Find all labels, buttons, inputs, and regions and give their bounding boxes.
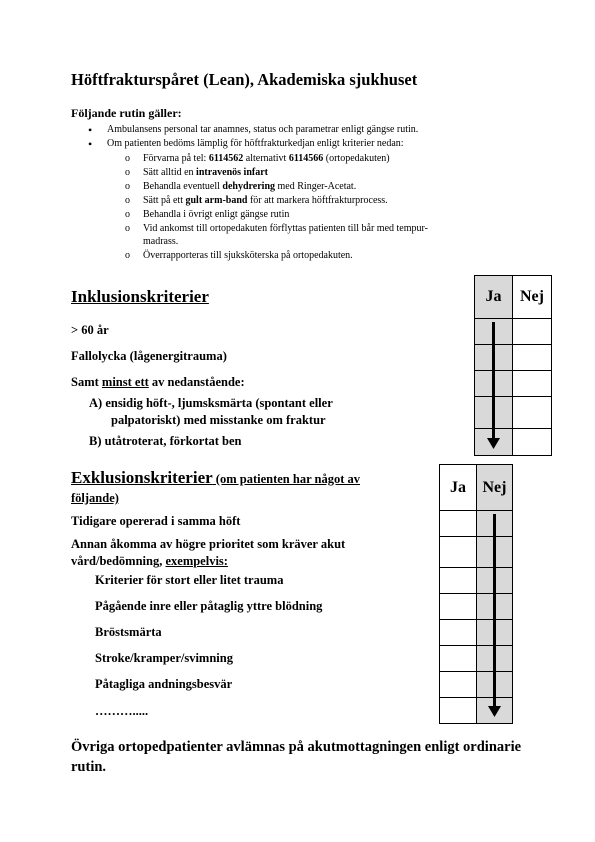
routine-sub-text: 6114566: [288, 153, 324, 164]
inclusion-col-yes: Ja: [474, 275, 513, 319]
inclusion-col-no: Nej: [512, 275, 552, 319]
exclusion-yes-cell[interactable]: [439, 697, 477, 724]
exclusion-heading-main: Exklusionskriterier: [71, 468, 213, 487]
routine-sub-text: Sätt på ett: [143, 195, 186, 206]
routine-sub-item: [143, 180, 356, 193]
inclusion-no-cell[interactable]: [512, 396, 552, 429]
exclusion-yes-cell[interactable]: [439, 510, 477, 537]
footer-note: Övriga ortopedpatienter avlämnas på akutmottagningen enligt ordinarie rutin.: [71, 739, 522, 775]
exclusion-item: Stroke/kramper/svimning: [95, 651, 233, 665]
inclusion-fall: Fallolycka (lågenergitrauma): [71, 349, 227, 363]
routine-sub-item: [143, 208, 289, 221]
routine-sub-item: [143, 194, 388, 207]
routine-sub-item: [143, 249, 353, 262]
exclusion-yes-cell[interactable]: [439, 671, 477, 698]
inclusion-heading: Inklusionskriterier: [71, 287, 209, 306]
inclusion-also-underlined: minst ett: [101, 375, 149, 389]
exclusion-item: Pågående inre eller påtaglig yttre blödning: [95, 599, 323, 613]
inclusion-no-cell[interactable]: [512, 344, 552, 371]
routine-sub-text: intravenös infart: [196, 167, 268, 178]
exclusion-yes-cell[interactable]: [439, 619, 477, 646]
inclusion-age: > 60 år: [71, 323, 109, 337]
routine-sub-text: Behandla i övrigt enligt gängse rutin: [143, 209, 290, 220]
routine-sub-text: Överrapporteras till sjuksköterska på ortopedakuten.: [143, 250, 353, 261]
inclusion-a-line1: A) ensidig höft-, ljumsksmärta (spontant eller: [89, 396, 333, 410]
exclusion-other-line2-underlined: exempelvis:: [165, 554, 228, 568]
exclusion-item: Bröstsmärta: [95, 625, 162, 639]
routine-sub-item: [143, 235, 178, 248]
routine-sub-text: med Ringer-Acetat.: [275, 181, 357, 192]
exclusion-yes-cell[interactable]: [439, 645, 477, 672]
routine-sub-text: Förvarna på tel:: [143, 153, 209, 164]
inclusion-also: [71, 374, 245, 391]
routine-sub-text: Sätt alltid en: [143, 167, 197, 178]
exclusion-col-no: Nej: [476, 464, 513, 511]
routine-sub-text: Behandla eventuell: [143, 181, 223, 192]
exclusion-heading: [71, 469, 401, 507]
exclusion-previous-surgery: Tidigare opererad i samma höft: [71, 514, 241, 528]
exclusion-heading-note: (om patienten har något av: [212, 472, 361, 486]
routine-sub-text: dehydrering: [222, 181, 276, 192]
inclusion-b: B) utåtroterat, förkortat ben: [89, 434, 242, 448]
routine-sub-item: [143, 166, 268, 179]
inclusion-a-line2: palpatoriskt) med misstanke om fraktur: [111, 413, 326, 427]
exclusion-item: ……….....: [95, 704, 149, 718]
inclusion-arrow-icon: [474, 318, 513, 456]
page-title: Höftfrakturspåret (Lean), Akademiska sjukhuset: [71, 70, 418, 89]
routine-bullet-ambulance: • Ambulansens personal tar anamnes, status och parametrar enligt gängse rutin.: [107, 124, 418, 135]
routine-sub-text: gult arm-band: [185, 195, 248, 206]
exclusion-other-line1: Annan åkomma av högre prioritet som kräver akut: [71, 537, 346, 551]
exclusion-yes-cell[interactable]: [439, 536, 477, 568]
exclusion-item: Påtagliga andningsbesvär: [95, 677, 233, 691]
inclusion-no-cell[interactable]: [512, 428, 552, 456]
exclusion-yes-cell[interactable]: [439, 593, 477, 620]
exclusion-heading-note2: följande): [71, 491, 119, 505]
exclusion-other-line2-pre: vård/bedömning,: [71, 554, 166, 568]
routine-bullet-criteria: • Om patienten bedöms lämplig för höftfrakturkedjan enligt kriterier nedan:: [107, 138, 404, 149]
routine-sub-text: för att markera höftfrakturprocess.: [247, 195, 388, 206]
routine-heading: Följande rutin gäller:: [71, 106, 182, 120]
routine-sub-text: (ortopedakuten): [323, 153, 390, 164]
routine-sub-item: [143, 152, 390, 165]
routine-sub-text: alternativt: [243, 153, 289, 164]
inclusion-no-cell[interactable]: [512, 370, 552, 397]
inclusion-no-cell[interactable]: [512, 318, 552, 345]
routine-sub-text: madrass.: [143, 236, 179, 247]
routine-sub-item: [143, 222, 428, 235]
exclusion-col-yes: Ja: [439, 464, 477, 511]
exclusion-yes-cell[interactable]: [439, 567, 477, 594]
inclusion-also-pre: Samt: [71, 375, 102, 389]
exclusion-arrow-icon: [476, 510, 513, 724]
routine-sub-text: 6114562: [208, 153, 244, 164]
exclusion-other-condition: [71, 536, 401, 570]
inclusion-also-post: av nedanstående:: [148, 375, 245, 389]
routine-sub-text: Vid ankomst till ortopedakuten förflyttas patienten till bår med tempur-: [143, 223, 428, 234]
exclusion-item: Kriterier för stort eller litet trauma: [95, 573, 284, 587]
